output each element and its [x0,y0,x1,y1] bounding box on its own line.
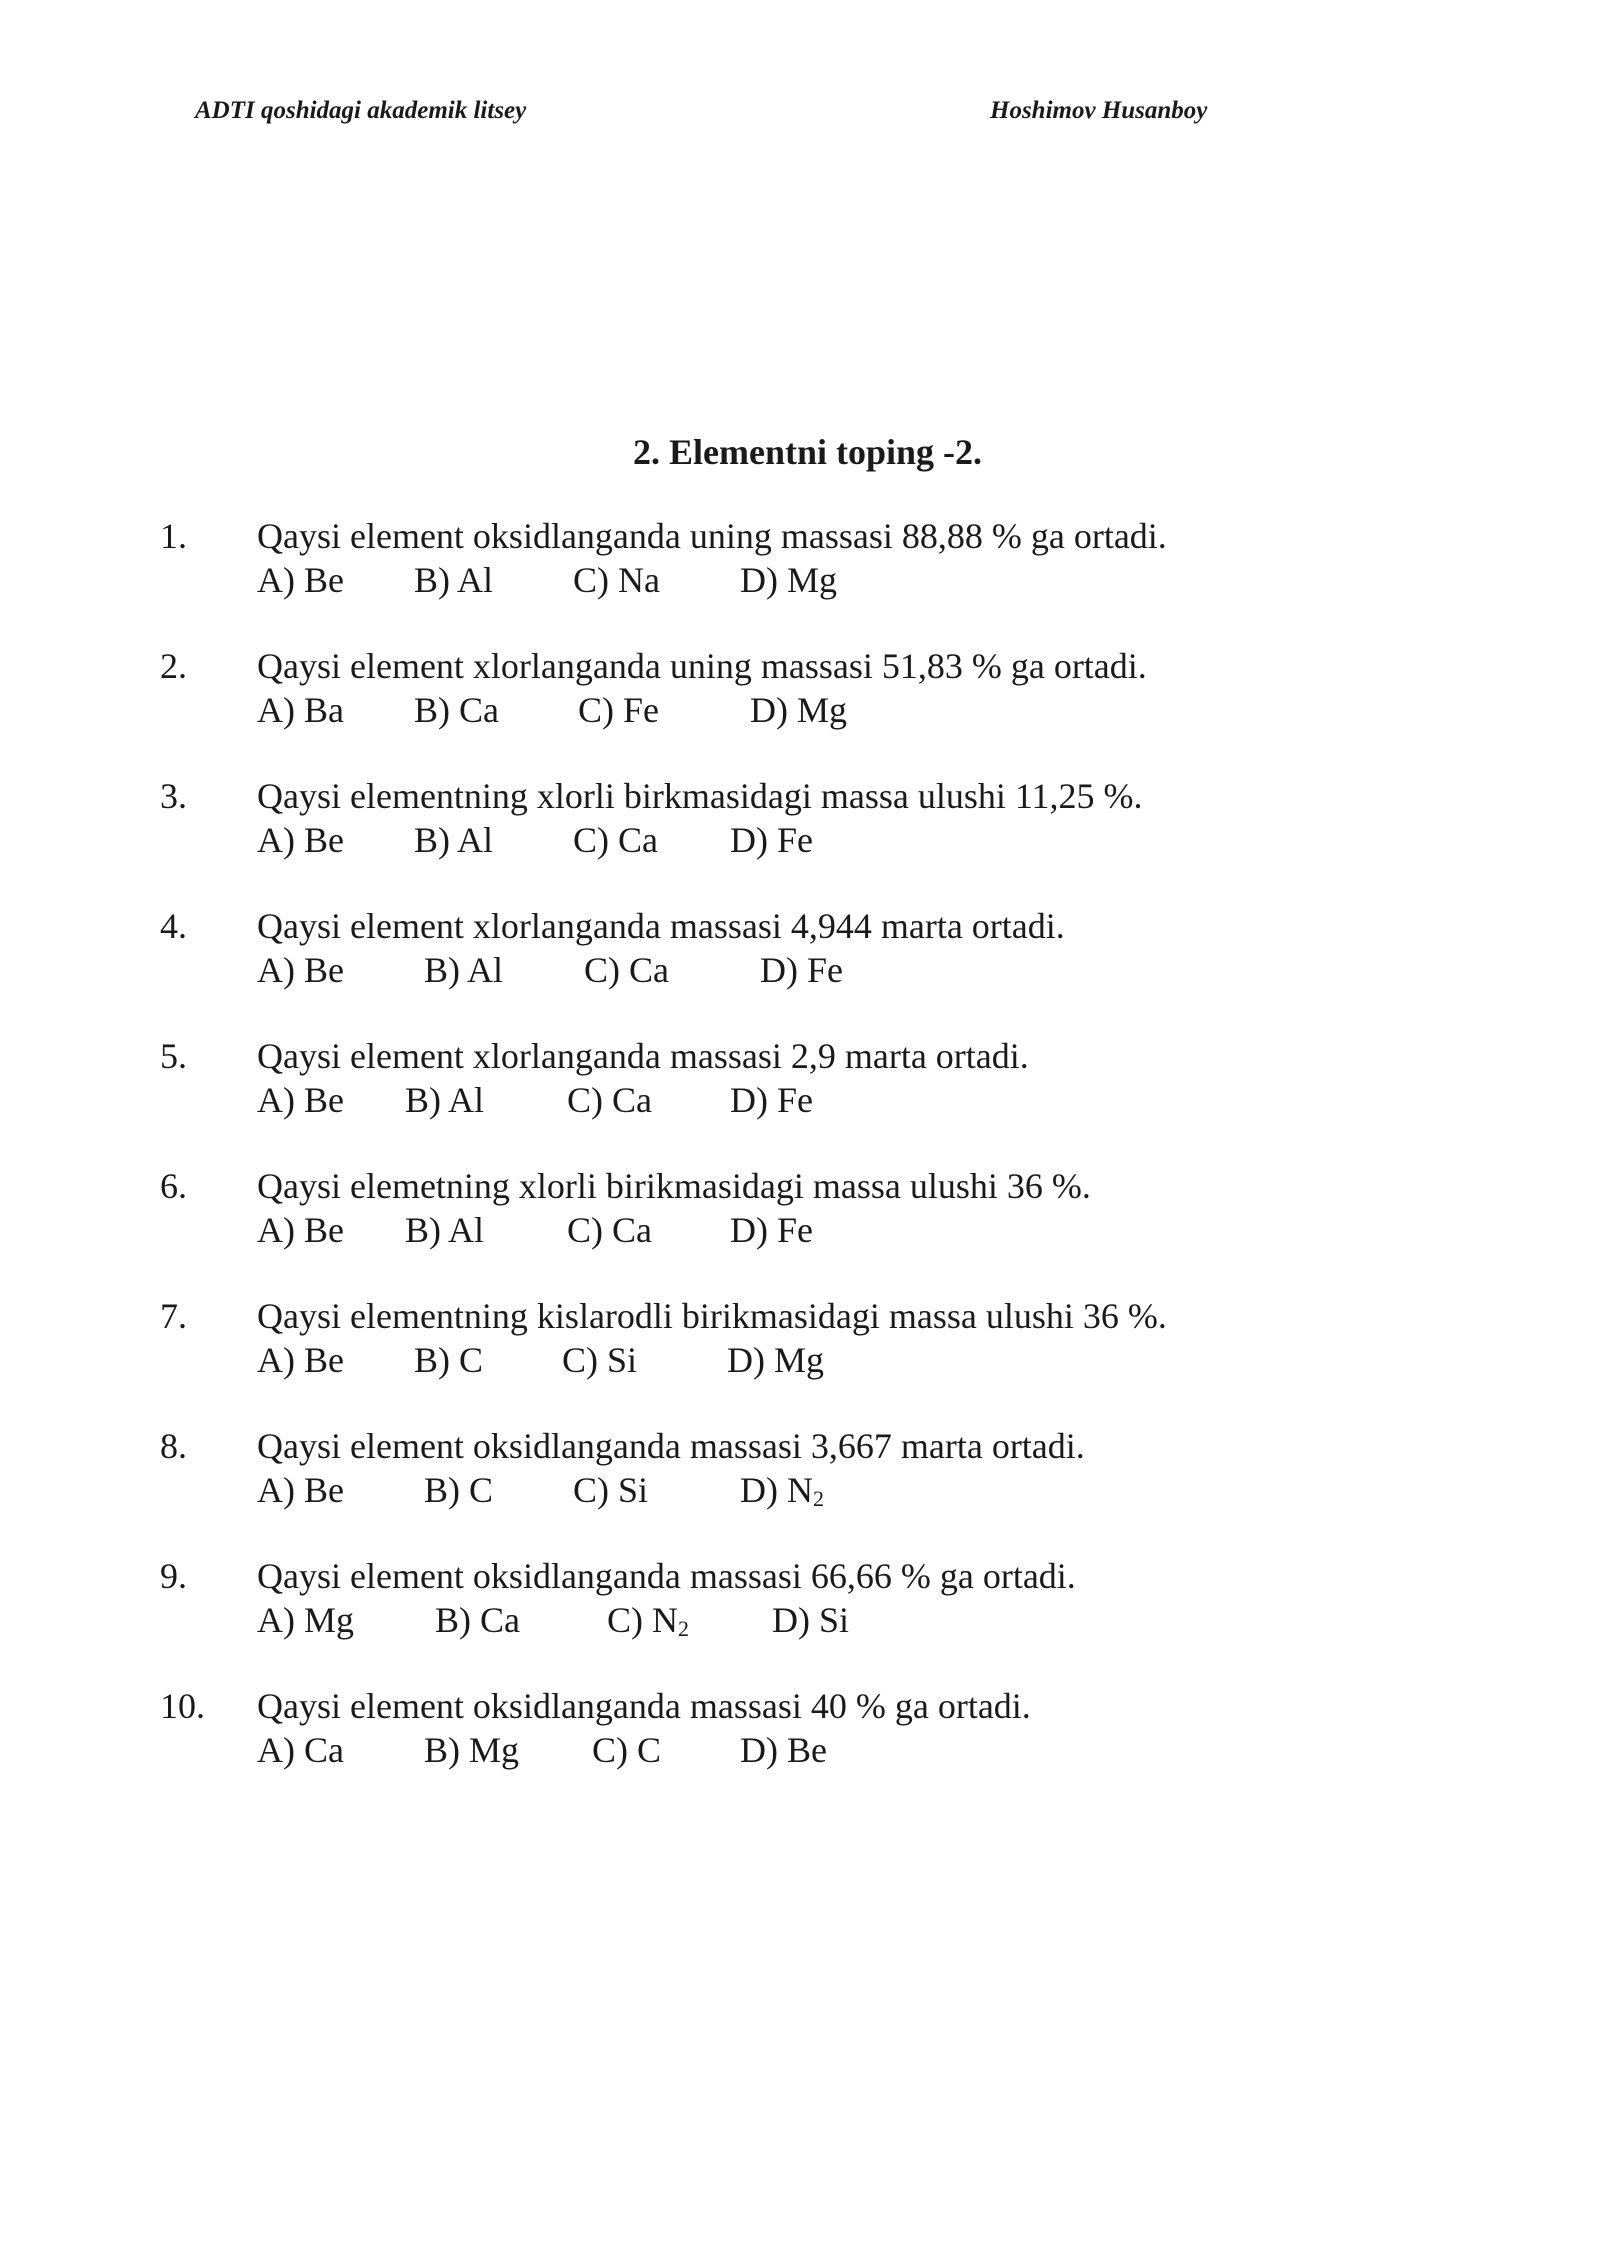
answer-option [760,949,843,993]
answer-options [257,1599,1357,1643]
answer-options [257,559,1357,603]
question-item [0,1685,1600,1815]
answer-option-label: A) Be [257,1079,344,1120]
answer-option-label: B) Al [405,1209,485,1250]
question-number: 8. [160,1426,187,1466]
answer-option-label: D) Si [772,1599,850,1640]
answer-option-label: D) Fe [760,949,843,990]
answer-option-label: B) Al [414,559,494,600]
question-item [0,1165,1600,1295]
answer-option-label: A) Be [257,1469,344,1510]
answer-option-label: B) Al [424,949,504,990]
answer-option [740,559,837,603]
question-number: 7. [160,1296,187,1336]
answer-option [750,689,847,733]
answer-options [257,949,1357,993]
answer-option [257,819,344,863]
answer-option [562,1339,637,1383]
answer-option-label: B) Ca [435,1599,520,1640]
answer-option [740,1469,824,1513]
answer-option-label: A) Ba [257,689,344,730]
answer-option-label: B) C [414,1339,484,1380]
answer-option [567,1079,652,1123]
answer-option-label: D) Mg [750,689,847,730]
answer-option [257,1599,354,1643]
answer-option-label: A) Be [257,1209,344,1250]
answer-option [257,1079,344,1123]
answer-option [730,1079,813,1123]
question-item [0,1555,1600,1685]
answer-option [772,1599,849,1643]
answer-option-label: A) Be [257,819,344,860]
answer-option-label: D) Fe [730,819,813,860]
answer-option [257,689,344,733]
question-text: Qaysi element oksidlanganda massasi 40 % ga ortadi. [257,1686,1031,1726]
answer-option-label: A) Be [257,949,344,990]
question-text: Qaysi elemetning xlorli birikmasidagi massa ulushi 36 %. [257,1166,1091,1206]
question-text: Qaysi elementning kislarodli birikmasidagi massa ulushi 36 %. [257,1296,1167,1336]
answer-option-label: A) Be [257,559,344,600]
answer-option [257,1729,344,1773]
answer-option-label: A) Be [257,1339,344,1380]
answer-options [257,689,1357,733]
question-text: Qaysi element oksidlanganda massasi 66,66 % ga ortadi. [257,1556,1076,1596]
answer-option [592,1729,661,1773]
answer-option [405,1209,484,1253]
answer-option-label: D) Fe [730,1079,813,1120]
answer-option [424,1729,519,1773]
answer-options [257,1209,1357,1253]
answer-option-label: C) Si [562,1339,638,1380]
answer-options [257,819,1357,863]
answer-option-label: A) Mg [257,1599,354,1640]
answer-option-label: B) Ca [414,689,499,730]
answer-option [573,819,658,863]
answer-option [435,1599,520,1643]
question-text: Qaysi element oksidlanganda massasi 3,667 marta ortadi. [257,1426,1085,1466]
answer-option [257,949,344,993]
answer-option-label: D) Fe [730,1209,813,1250]
question-number: 2. [160,646,187,686]
question-number: 3. [160,776,187,816]
question-item [0,1295,1600,1425]
answer-option-label: C) N [607,1599,678,1640]
answer-option [727,1339,824,1383]
answer-options [257,1079,1357,1123]
answer-option [424,949,503,993]
answer-option [573,559,660,603]
subscript: 2 [812,1485,824,1511]
answer-option-label: B) Al [414,819,494,860]
header-author: Hoshimov Husanboy [990,97,1208,124]
question-list [0,515,1600,1815]
question-text: Qaysi element xlorlanganda uning massasi 51,83 % ga ortadi. [257,646,1147,686]
answer-option-label: B) Al [405,1079,485,1120]
answer-option [257,1209,344,1253]
answer-option-label: C) Ca [573,819,658,860]
question-item [0,1425,1600,1555]
question-number: 5. [160,1036,187,1076]
question-item [0,775,1600,905]
answer-option [414,819,493,863]
answer-option-label: D) Mg [740,559,837,600]
question-number: 4. [160,906,187,946]
question-text: Qaysi element xlorlanganda massasi 2,9 marta ortadi. [257,1036,1029,1076]
answer-option [257,1469,344,1513]
answer-option [257,559,344,603]
answer-option [578,689,659,733]
answer-option [405,1079,484,1123]
header-school: ADTI qoshidagi akademik litsey [195,97,527,124]
answer-option [414,1339,483,1383]
answer-option-label: C) Na [573,559,660,600]
question-text: Qaysi elementning xlorli birkmasidagi massa ulushi 11,25 %. [257,776,1143,816]
subscript: 2 [678,1615,689,1641]
question-item [0,645,1600,775]
answer-option-label: C) Fe [578,689,659,730]
answer-option [573,1469,648,1513]
answer-option [584,949,669,993]
question-text: Qaysi element xlorlanganda massasi 4,944 marta ortadi. [257,906,1065,946]
answer-option [730,1209,813,1253]
answer-option [414,559,493,603]
answer-option-label: B) C [424,1469,494,1510]
answer-option [607,1599,689,1643]
answer-option-label: A) Ca [257,1729,344,1770]
question-item [0,905,1600,1035]
answer-option [424,1469,493,1513]
answer-option [414,689,499,733]
question-number: 10. [160,1686,205,1726]
question-text: Qaysi element oksidlanganda uning massasi 88,88 % ga ortadi. [257,516,1167,556]
answer-option-label: D) Be [740,1729,827,1770]
answer-option-label: D) Mg [727,1339,824,1380]
answer-options [257,1339,1357,1383]
answer-options [257,1729,1357,1773]
answer-option-label: C) Ca [567,1079,652,1120]
question-number: 1. [160,516,187,556]
question-item [0,515,1600,645]
answer-option-label: C) Ca [567,1209,652,1250]
answer-option-label: D) N [740,1469,813,1510]
answer-options [257,1469,1357,1513]
question-item [0,1035,1600,1165]
answer-option [740,1729,827,1773]
answer-option [567,1209,652,1253]
answer-option-label: B) Mg [424,1729,520,1770]
question-number: 6. [160,1166,187,1206]
answer-option [730,819,813,863]
answer-option-label: C) Si [573,1469,649,1510]
answer-option [257,1339,344,1383]
answer-option-label: C) Ca [584,949,669,990]
question-number: 9. [160,1556,187,1596]
answer-option-label: C) C [592,1729,662,1770]
page-title: 2. Elementni toping -2. [632,432,982,472]
